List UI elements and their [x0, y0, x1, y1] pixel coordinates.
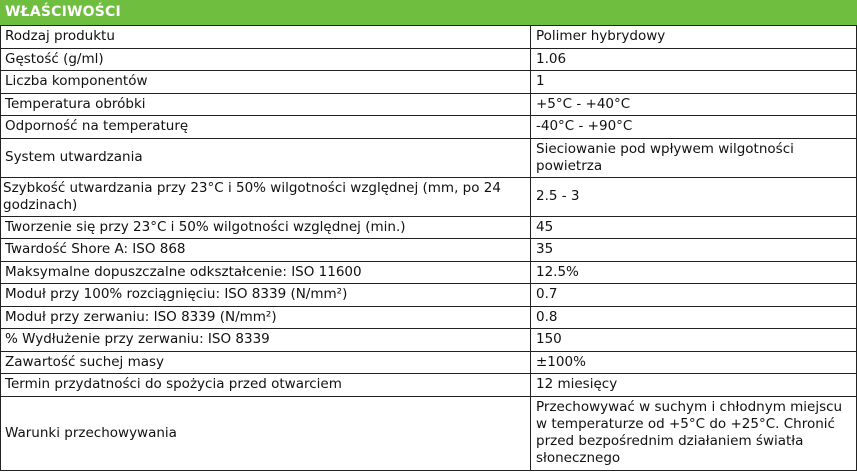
- property-name: Maksymalne dopuszczalne odkształcenie: ISO 11600: [1, 261, 531, 284]
- property-value: Polimer hybrydowy: [531, 26, 857, 49]
- property-name: Twardość Shore A: ISO 868: [1, 239, 531, 262]
- property-name: Zawartość suchej masy: [1, 351, 531, 374]
- table-row: [1, 261, 857, 284]
- property-value: -40°C - +90°C: [531, 116, 857, 139]
- property-name: Termin przydatności do spożycia przed otwarciem: [1, 374, 531, 397]
- property-name: Moduł przy zerwaniu: ISO 8339 (N/mm²): [1, 306, 531, 329]
- table-row: [1, 239, 857, 262]
- table-row: [1, 351, 857, 374]
- property-value: 45: [531, 216, 857, 239]
- property-value: 0.8: [531, 306, 857, 329]
- section-title: WŁAŚCIWOŚCI: [0, 0, 857, 25]
- property-value: ±100%: [531, 351, 857, 374]
- table-row: [1, 71, 857, 94]
- property-name: Szybkość utwardzania przy 23°C i 50% wilgotności względnej (mm, po 24 godzinach): [1, 177, 531, 216]
- property-value: +5°C - +40°C: [531, 93, 857, 116]
- property-value: 12 miesięcy: [531, 374, 857, 397]
- table-row: [1, 116, 857, 139]
- property-value: 2.5 - 3: [531, 177, 857, 216]
- property-value: 150: [531, 329, 857, 352]
- property-value: Przechowywać w suchym i chłodnym miejscu w temperaturze od +5°C do +25°C. Chronić przed bezpośrednim działaniem światła słonecznego: [531, 396, 857, 470]
- table-row: [1, 396, 857, 470]
- table-row: [1, 48, 857, 71]
- table-row: [1, 374, 857, 397]
- table-row: [1, 329, 857, 352]
- table-row: [1, 306, 857, 329]
- properties-table: [0, 25, 857, 471]
- property-name: Temperatura obróbki: [1, 93, 531, 116]
- table-row: [1, 26, 857, 49]
- property-value: 12.5%: [531, 261, 857, 284]
- property-name: % Wydłużenie przy zerwaniu: ISO 8339: [1, 329, 531, 352]
- property-name: Warunki przechowywania: [1, 396, 531, 470]
- property-name: Odporność na temperaturę: [1, 116, 531, 139]
- table-row: [1, 93, 857, 116]
- property-name: Moduł przy 100% rozciągnięciu: ISO 8339 (N/mm²): [1, 284, 531, 307]
- table-row: [1, 138, 857, 177]
- property-name: Tworzenie się przy 23°C i 50% wilgotności względnej (min.): [1, 216, 531, 239]
- property-name: System utwardzania: [1, 138, 531, 177]
- table-row: [1, 284, 857, 307]
- property-value: Sieciowanie pod wpływem wilgotności powietrza: [531, 138, 857, 177]
- property-value: 1.06: [531, 48, 857, 71]
- property-name: Gęstość (g/ml): [1, 48, 531, 71]
- table-row: [1, 216, 857, 239]
- property-value: 35: [531, 239, 857, 262]
- property-value: 0.7: [531, 284, 857, 307]
- table-row: [1, 177, 857, 216]
- property-value: 1: [531, 71, 857, 94]
- property-name: Rodzaj produktu: [1, 26, 531, 49]
- property-name: Liczba komponentów: [1, 71, 531, 94]
